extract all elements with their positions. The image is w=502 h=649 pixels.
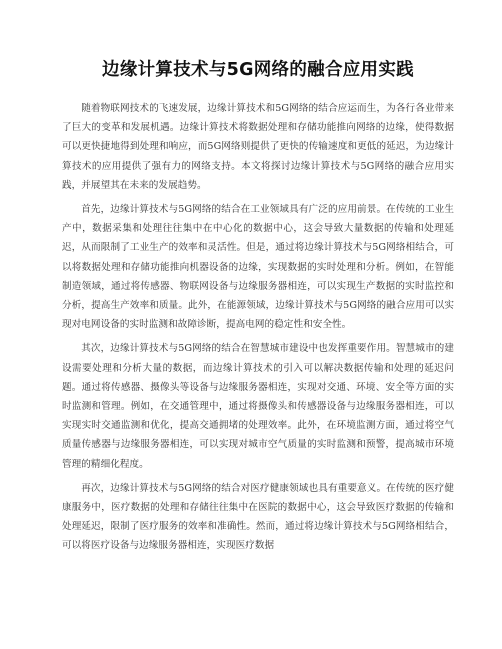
paragraph-industry: 首先，边缘计算技术与5G网络的结合在工业领域具有广泛的应用前景。在传统的工业生产中，数据采集和处理往往集中在中心化的数据中心，这会导致大量数据的传输和处理延迟，从而限制了工业生产的效率和灵活性。但是，通过将边缘计算技术与5G网络相结合，可以将数据处理和存储功能推向机器设备的边缘，实现数据的实时处理和分析。例如，在智能制造领域，通过将传感器、物联网设备与边缘服务器相连，可以实现生产数据的实时监控和分析，提高生产效率和质量。此外，在能源领域，边缘计算技术与5G网络的融合应用可以实现对电网设备的实时监测和故障诊断，提高电网的稳定性和安全性。: [62, 204, 454, 331]
paragraph-intro: 随着物联网技术的飞速发展，边缘计算技术和5G网络的结合应运而生，为各行各业带来了巨大的变革和发展机遇。边缘计算技术将数据处理和存储功能推向网络的边缘，使得数据可以更快捷地得到处理和响应，而5G网络则提供了更快的传输速度和更低的延迟，为边缘计算技术的应用提供了强有力的网络支持。本文将探讨边缘计算技术与5G网络的融合应用实践，并展望其在未来的发展趋势。: [62, 103, 454, 191]
paragraph-healthcare: 再次，边缘计算技术与5G网络的结合对医疗健康领域也具有重要意义。在传统的医疗健康服务中，医疗数据的处理和存储往往集中在医院的数据中心，这会导致医疗数据的传输和处理延迟，限制了医疗服务的效率和准确性。然而，通过将边缘计算技术与5G网络相结合，可以将医疗设备与边缘服务器相连，实现医疗数据: [62, 482, 454, 552]
paragraph-smart-city: 其次，边缘计算技术与5G网络的结合在智慧城市建设中也发挥重要作用。智慧城市的建设需要处理和分析大量的数据，而边缘计算技术的引入可以解决数据传输和处理的延迟问题。通过将传感器、摄像头等设备与边缘服务器相连，实现对交通、环境、安全等方面的实时监测和管理。例如，在交通管理中，通过将摄像头和传感器设备与边缘服务器相连，可以实现实时交通监测和优化，提高交通拥堵的处理效率。此外，在环境监测方面，通过将空气质量传感器与边缘服务器相连，可以实现对城市空气质量的实时监测和预警，提高城市环境管理的精细化程度。: [62, 343, 454, 470]
document-title: 边缘计算技术与5G网络的融合应用实践: [102, 60, 414, 80]
